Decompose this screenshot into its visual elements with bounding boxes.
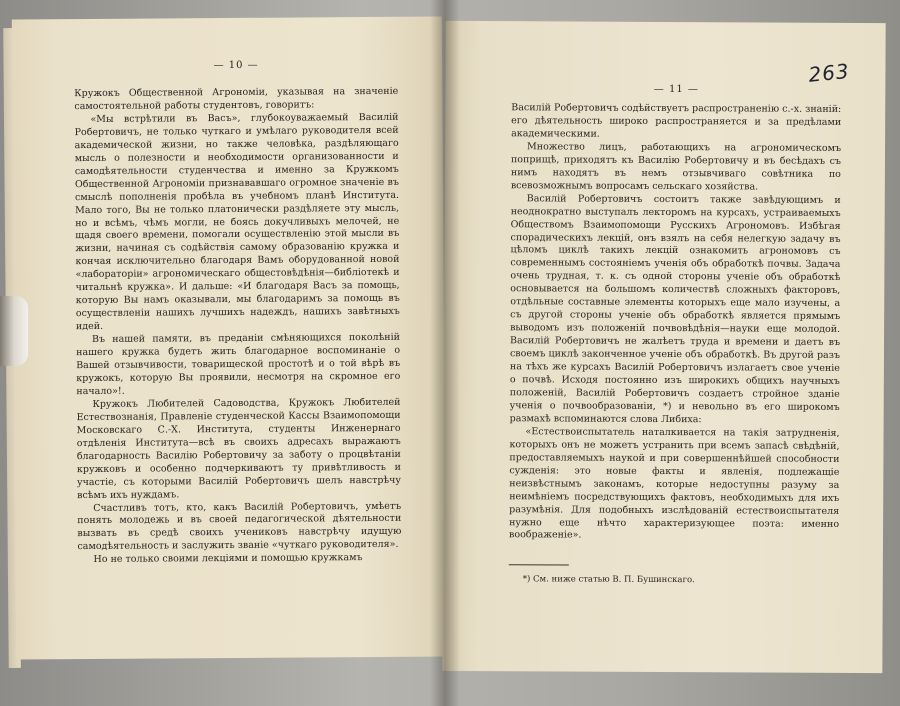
right-page-text (509, 102, 841, 544)
footnote-divider (509, 565, 569, 566)
paragraph: «Мы встрѣтили въ Васъ», глубокоуважаемый Василій Робертовичъ, не только чуткаго и умѣлаго руководителя всей академической жизни, но также человѣка, раздѣляющаго мысль о полезности и необходимости организованности и самодѣятельности студенчества и именно за Кружкомъ Общественной Агрономіи признававшаго огромное значеніе въ смыслѣ пополненія пробѣла въ учебномъ планѣ Института. Мало того, Вы не только платонически раздѣляете эту мысль, но и всѣмъ, чѣмъ могли, не боясь докучливыхъ мелочей, не щадя своего времени, помогали осуществленію этой мысли въ жизни, начиная съ содѣйствія самому образованію кружка и кончая исключительно благодаря Вамъ оборудованной новой «лабораторіи» агрономическаго общестовѣдѣнія—библіотекѣ и читальнѣ кружка». И дальше: «И благодаря Васъ за помощь, которую Вы намъ оказывали, мы благодаримъ за помощь въ осуществленіи нашихъ лучшихъ надеждъ, нашихъ завѣтныхъ идей. (74, 111, 400, 333)
binder-clip (0, 296, 28, 366)
paragraph: Василій Робертовичъ содѣйствуетъ распространенію с.-х. знаній: его дѣятельность широко распространяется и за предѣлами академическими. (511, 102, 842, 140)
handwritten-page-note: 263 (807, 58, 851, 87)
paragraph: Въ нашей памяти, въ преданіи смѣняющихся поколѣній нашего кружка будетъ жить благодарное воспоминаніе о Вашей отзывчивости, товарищеской простотѣ и о той вѣрѣ въ кружокъ, которую Вы проявили, несмотря на скромное его начало»!. (76, 331, 401, 397)
paragraph: Василій Робертовичъ состоитъ также завѣдующимъ и неоднократно выступалъ лекторомъ на курсахъ, устраиваемыхъ Обществомъ Взаимопомощи Русскихъ Агрономовъ. Избѣгая спорадическихъ лекцій, онъ взялъ на себя нелегкую задачу въ цѣломъ циклѣ такихъ лекцій ознакомить агрономовъ съ современнымъ состояніемъ ученія объ обработкѣ почвы. Задача очень трудная, т. к. съ одной стороны ученіе объ обработкѣ основывается на большомъ количествѣ сложныхъ факторовъ, отдѣльные составные элементы которыхъ еще мало изучены, а съ другой стороны ученіе объ обработкѣ является прямымъ выводомъ изъ положеній почвовѣдѣнія—науки еще молодой. Василій Робертовичъ не жалѣетъ труда и времени и даетъ въ своемъ циклѣ законченное ученіе объ обработкѣ. Въ другой разъ на тѣхъ же курсахъ Василій Робертовичъ излагаетъ свое ученіе о почвѣ. Исходя постоянно изъ широкихъ общихъ научныхъ положеній, Василій Робертовичъ создаетъ стройное зданіе ученія о почвообразованіи, *) и невольно въ его широкомъ размахѣ вспоминаются слова Либиха: (509, 192, 841, 426)
paragraph: Кружокъ Любителей Садоводства, Кружокъ Любителей Естествознанія, Правленіе студенческой Кассы Взаимопомощи Московскаго С.-Х. Института, студенты Инженернаго отдѣленія Института—всѣ въ своихъ адресахъ выражаютъ благодарность Василію Робертовичу за заботу о процвѣтаніи кружковъ и особенно подчеркиваютъ ту привѣтливость и участіе, съ которыми Василій Робертовичъ шелъ навстрѣчу всѣмъ ихъ нуждамъ. (76, 396, 402, 501)
right-page (442, 21, 885, 673)
paragraph: Кружокъ Общественной Агрономіи, указывая на значеніе самостоятельной работы студентовъ, говоритъ: (74, 85, 399, 113)
page-number-10: — 10 — (213, 59, 259, 72)
page-number-11: — 11 — (653, 83, 699, 96)
left-page (12, 17, 446, 660)
left-page-text (74, 86, 401, 568)
paragraph: Счастливъ тотъ, кто, какъ Василій Робертовичъ, умѣетъ понять молодежь и въ своей педагогической дѣятельности вызвать въ средѣ своихъ учениковъ навстрѣчу идущую самодѣятельность и заслужить званіе «чуткаго руководителя». (77, 500, 402, 553)
footnote: *) См. ниже статью В. П. Бушинскаго. (522, 574, 695, 586)
paragraph: Множество лицъ, работающихъ на агрономическомъ поприщѣ, приходятъ къ Василію Робертовичу и въ бесѣдахъ съ нимъ находятъ въ немъ отзывчиваго совѣтника по всевозможнымъ вопросамъ сельскаго хозяйства. (510, 141, 842, 193)
paragraph: «Естествоиспытатель наталкивается на такія затрудненія, которыхъ онъ не можетъ устранить при всемъ запасѣ свѣдѣній, предоставляемыхъ наукой и при совершеннѣйшей способности сужденія: это новые факты и явленія, подлежащіе неизвѣстнымъ законамъ, которые недоступны разуму за неимѣніемъ посредствующихъ фактовъ, необходимыхъ для ихъ разумѣнія. Для подобныхъ изслѣдованій естествоиспытателя нужно еще нѣчто характеризующее поэта: именно воображеніе». (508, 426, 840, 542)
paragraph: Но не только своими лекціями и помощью кружкамъ (93, 552, 363, 566)
book-spine-shadow (430, 0, 460, 706)
